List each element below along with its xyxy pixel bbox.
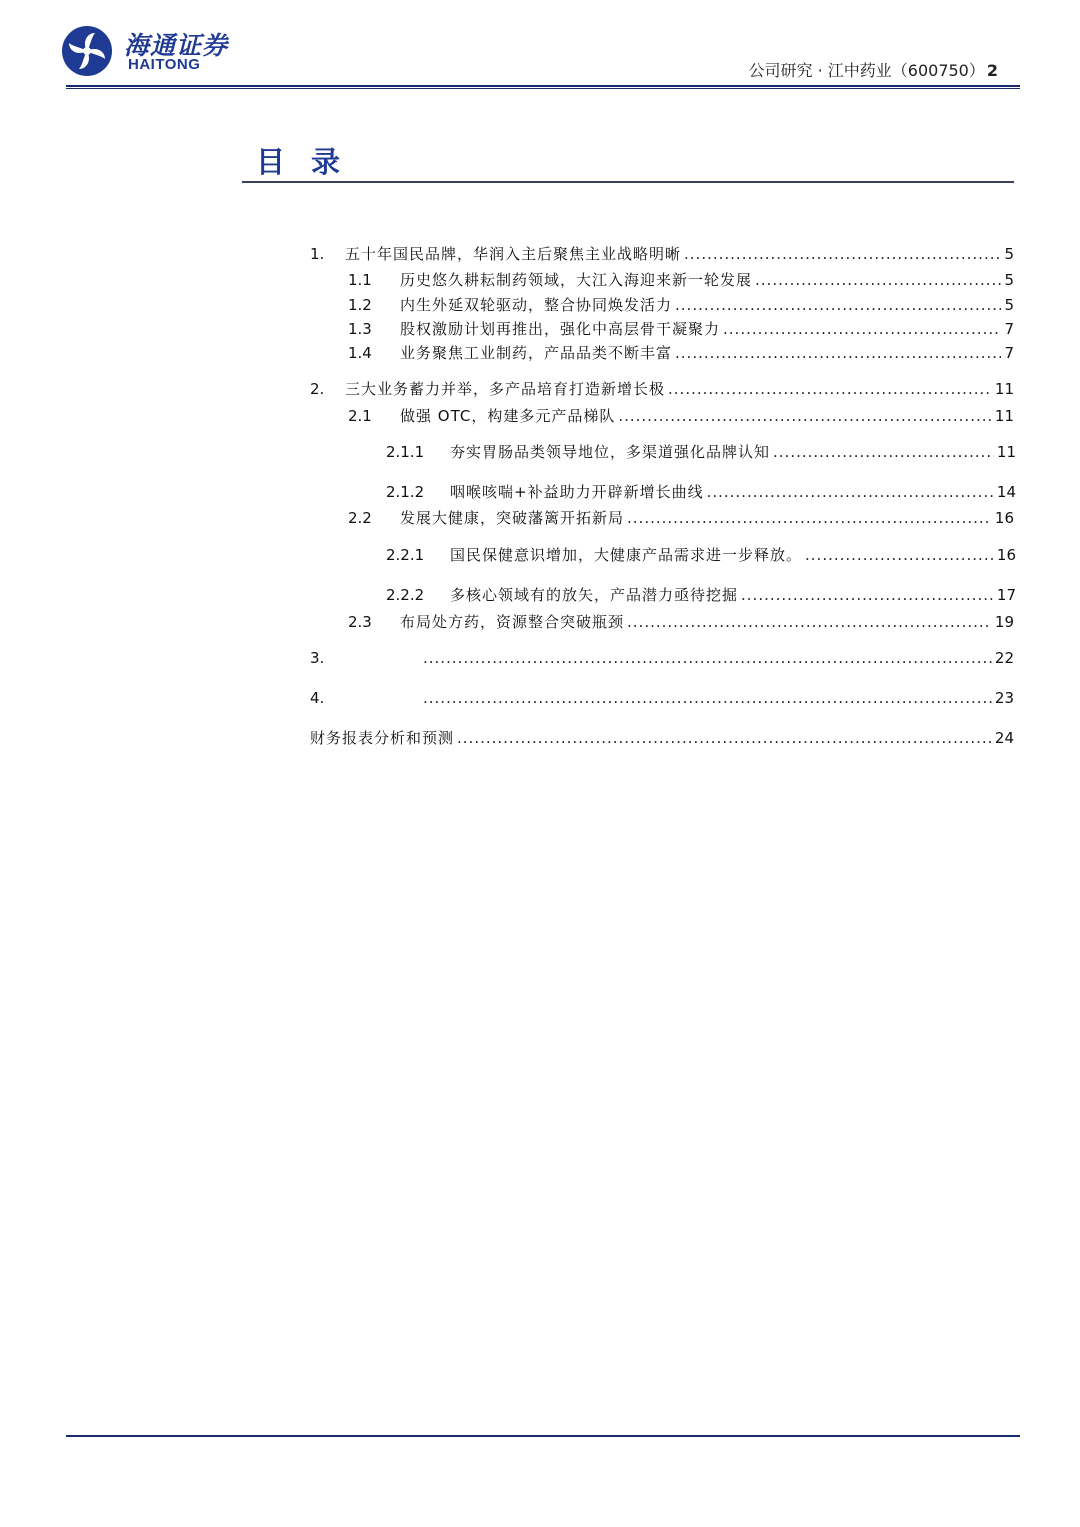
toc-leader-dots (423, 687, 992, 709)
toc-leader-dots (684, 243, 1001, 265)
report-reference (749, 58, 998, 81)
toc-entry-page: 16 (994, 509, 1014, 527)
toc-leader-dots (668, 378, 992, 400)
toc-title-underline (242, 181, 1014, 183)
toc-entry-page: 22 (994, 649, 1014, 667)
toc-entry-page: 7 (1004, 320, 1014, 338)
toc-entry-text: 做强 OTC，构建多元产品梯队 (400, 407, 616, 425)
toc-leader-dots (755, 269, 1001, 291)
toc-leader-dots (741, 584, 994, 606)
toc-leader-dots (707, 481, 994, 503)
toc-entry[interactable] (348, 507, 1014, 529)
toc-entry-page: 5 (1004, 245, 1014, 263)
toc-entry-page: 24 (994, 729, 1014, 747)
toc-leader-dots (805, 544, 994, 566)
toc-entry-page: 19 (994, 613, 1014, 631)
toc-entry[interactable] (348, 294, 1014, 316)
toc-entry[interactable] (310, 647, 1014, 669)
toc-entry[interactable] (310, 687, 1014, 709)
toc-entry-text: 咽喉咳喘+补益助力开辟新增长曲线 (450, 483, 704, 501)
toc-entry-text: 布局处方药，资源整合突破瓶颈 (400, 613, 625, 631)
toc-leader-dots (675, 342, 1001, 364)
toc-entry-page: 14 (996, 483, 1016, 501)
toc-entry[interactable] (310, 243, 1014, 265)
logo-english-name: HAITONG (128, 56, 201, 73)
toc-entry-number: 4. (310, 689, 325, 707)
toc-entry[interactable] (386, 544, 1016, 566)
toc-leader-dots (618, 405, 992, 427)
toc-entry-page: 5 (1004, 296, 1014, 314)
toc-entry-number: 1.3 (348, 320, 372, 338)
toc-entry-text: 三大业务蓄力并举，多产品培育打造新增长极 (345, 380, 666, 398)
toc-entry-number: 2.1.2 (386, 483, 425, 501)
toc-leader-dots (723, 318, 1001, 340)
toc-entry-text: 股权激励计划再推出，强化中高层骨干凝聚力 (400, 320, 721, 338)
toc-entry[interactable] (386, 441, 1016, 463)
toc-entry[interactable] (348, 318, 1014, 340)
toc-entry-text: 发展大健康，突破藩篱开拓新局 (400, 509, 625, 527)
toc-entry-number: 1.4 (348, 344, 372, 362)
footer-divider (66, 1435, 1020, 1437)
toc-entry-text: 历史悠久耕耘制药领域，大江入海迎来新一轮发展 (400, 271, 753, 289)
haitong-logo (60, 24, 260, 78)
toc-entry-page: 5 (1004, 271, 1014, 289)
toc-entry[interactable] (310, 727, 1014, 749)
toc-entry-text: 多核心领域有的放矢，产品潜力亟待挖掘 (450, 586, 739, 604)
toc-leader-dots (627, 507, 992, 529)
toc-entry-text: 夯实胃肠品类领导地位，多渠道强化品牌认知 (450, 443, 771, 461)
toc-entry[interactable] (348, 342, 1014, 364)
toc-entry[interactable] (348, 405, 1014, 427)
toc-entry[interactable] (348, 611, 1014, 633)
toc-entry-number: 2.1 (348, 407, 372, 425)
toc-entry-number: 1.1 (348, 271, 372, 289)
toc-entry-page: 17 (996, 586, 1016, 604)
page-number: 2 (986, 61, 998, 80)
toc-entry-page: 11 (994, 380, 1014, 398)
toc-entry-text: 内生外延双轮驱动，整合协同焕发活力 (400, 296, 673, 314)
toc-entry-text: 国民保健意识增加，大健康产品需求进一步释放。 (450, 546, 803, 564)
toc-entry-number: 2.2.2 (386, 586, 425, 604)
toc-leader-dots (457, 727, 992, 749)
header-divider (66, 85, 1020, 87)
header-divider-thin (66, 88, 1020, 89)
toc-entry-number: 2.2.1 (386, 546, 425, 564)
toc-leader-dots (675, 294, 1001, 316)
toc-entry-text: 五十年国民品牌，华润入主后聚焦主业战略明晰 (345, 245, 682, 263)
toc-leader-dots (423, 647, 992, 669)
toc-entry[interactable] (386, 481, 1016, 503)
toc-entry-number: 3. (310, 649, 325, 667)
toc-entry-page: 11 (994, 407, 1014, 425)
toc-entry-page: 11 (996, 443, 1016, 461)
toc-entry-page: 7 (1004, 344, 1014, 362)
haitong-logo-icon (60, 24, 114, 78)
logo-chinese-name: 海通证券 (124, 31, 229, 60)
toc-entry-text: 财务报表分析和预测 (310, 729, 455, 747)
toc-entry-number: 1.2 (348, 296, 372, 314)
toc-entry[interactable] (310, 378, 1014, 400)
toc-entry[interactable] (386, 584, 1016, 606)
toc-entry[interactable] (348, 269, 1014, 291)
toc-entry-number: 1. (310, 245, 325, 263)
toc-entry-page: 23 (994, 689, 1014, 707)
toc-leader-dots (627, 611, 992, 633)
toc-entry-text: 业务聚焦工业制药，产品品类不断丰富 (400, 344, 673, 362)
toc-entry-number: 2.3 (348, 613, 372, 631)
toc-title: 目录 (256, 145, 367, 179)
toc-entry-number: 2. (310, 380, 325, 398)
toc-entry-number: 2.2 (348, 509, 372, 527)
report-ref-text: 公司研究 · 江中药业（600750） (748, 61, 985, 80)
toc-leader-dots (773, 441, 994, 463)
toc-entry-page: 16 (996, 546, 1016, 564)
toc-entry-number: 2.1.1 (386, 443, 425, 461)
